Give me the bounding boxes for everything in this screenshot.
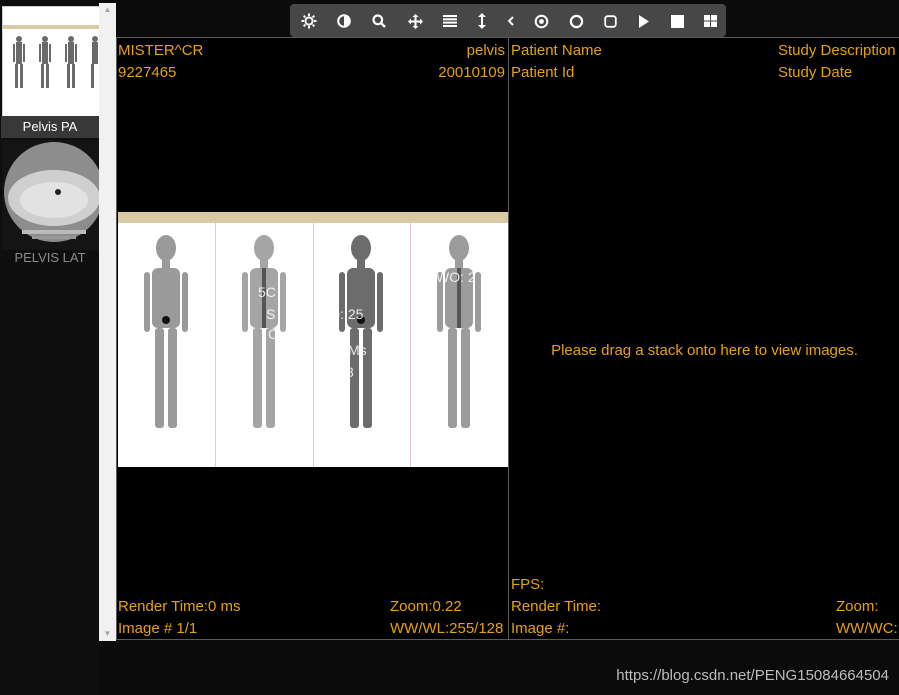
scan-divider <box>313 223 314 467</box>
single-layout-button[interactable] <box>664 8 690 34</box>
thumbnail-image-pelvis-lat <box>2 140 99 250</box>
toolbar <box>290 4 726 37</box>
image-index-label: Image #: <box>511 620 570 637</box>
study-description-label: Study Description <box>778 42 896 59</box>
play-clip-button[interactable] <box>631 8 657 34</box>
study-date-label: Study Date <box>778 64 853 81</box>
pan-tool-button[interactable] <box>402 8 428 34</box>
stack-scroll-tool-button[interactable] <box>437 8 463 34</box>
overlay-ghost-text: 3 <box>346 364 354 380</box>
thumbnail-sidebar <box>0 0 99 695</box>
overlay-ghost-text: Ms <box>348 342 367 358</box>
zoom-level: Zoom:0.22 <box>390 598 462 615</box>
grid-layout-button[interactable] <box>697 8 723 34</box>
target-icon <box>534 14 549 29</box>
body-figure-posterior-2 <box>429 228 489 458</box>
rounded-square-icon <box>604 15 617 28</box>
angle-tool-button[interactable] <box>498 8 524 34</box>
contrast-icon <box>337 14 351 28</box>
render-time: Render Time:0 ms <box>118 598 241 615</box>
brightness-icon <box>301 13 317 29</box>
render-time-label: Render Time: <box>511 598 602 615</box>
scan-header-strip <box>118 212 508 223</box>
overlay-ghost-text: D: 25 <box>330 306 364 322</box>
image-index: Image # 1/1 <box>118 620 198 637</box>
viewport-primary[interactable] <box>116 37 509 640</box>
drag-stack-message: Please drag a stack onto here to view images. <box>551 342 858 359</box>
body-figure-anterior <box>136 228 196 458</box>
chevron-left-icon <box>507 15 515 27</box>
overlay-ghost-text: C <box>268 326 279 342</box>
body-figure-posterior <box>234 228 294 458</box>
sidebar-scrollbar[interactable] <box>99 3 116 641</box>
watermark-url: https://blog.csdn.net/PENG15084664504 <box>616 667 889 684</box>
fps-label: FPS: <box>511 576 545 593</box>
patient-id: 9227465 <box>118 64 177 81</box>
thumbnail-label: PELVIS LAT <box>14 250 86 265</box>
probe-tool-button[interactable] <box>528 8 554 34</box>
length-tool-button[interactable] <box>469 8 495 34</box>
brightness-tool-button[interactable] <box>296 8 322 34</box>
single-layout-icon <box>671 15 684 28</box>
overlay-ghost-text: WO: 2 <box>436 269 476 285</box>
scroll-down-arrow-icon[interactable]: ▼ <box>103 629 112 638</box>
move-icon <box>408 14 423 29</box>
thumbnail-label: Pelvis PA <box>1 116 99 138</box>
play-icon <box>638 15 650 28</box>
scroll-up-arrow-icon[interactable]: ▲ <box>103 5 112 14</box>
rectangle-roi-tool-button[interactable] <box>597 8 623 34</box>
thumbnail-image-pelvis-pa <box>2 6 101 118</box>
ellipse-roi-tool-button[interactable] <box>563 8 589 34</box>
scan-divider <box>215 223 216 467</box>
patient-name: MISTER^CR <box>118 42 204 59</box>
patient-name-label: Patient Name <box>511 42 602 59</box>
window-level: WW/WL:255/128 <box>390 620 504 637</box>
contrast-tool-button[interactable] <box>331 8 357 34</box>
viewport-secondary[interactable] <box>508 37 899 640</box>
thumbnail-pelvis-pa[interactable] <box>1 4 99 138</box>
zoom-tool-button[interactable] <box>366 8 392 34</box>
zoom-label: Zoom: <box>836 598 879 615</box>
patient-id-label: Patient Id <box>511 64 575 81</box>
study-date: 20010109 <box>438 64 505 81</box>
overlay-ghost-text: S <box>266 306 276 322</box>
scan-divider <box>410 223 411 467</box>
overlay-ghost-text: 5C <box>258 284 276 300</box>
vertical-resize-icon <box>477 13 487 29</box>
thumbnail-pelvis-lat[interactable] <box>1 140 99 270</box>
study-description: pelvis <box>466 42 505 59</box>
stack-scroll-icon <box>443 15 457 27</box>
grid-layout-icon <box>704 15 717 27</box>
window-level-label: WW/WC: <box>836 620 898 637</box>
circle-icon <box>569 14 584 29</box>
bone-scan-image <box>118 212 508 467</box>
search-icon <box>372 14 386 28</box>
